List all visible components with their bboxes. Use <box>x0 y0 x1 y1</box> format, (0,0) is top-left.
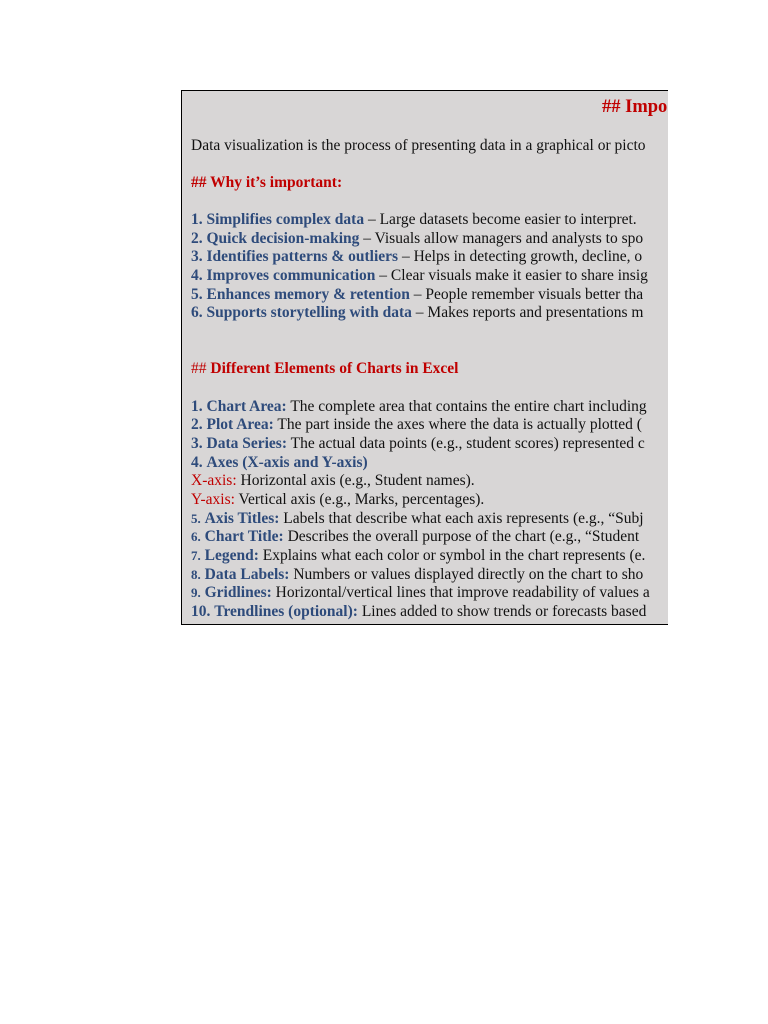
item-number: 7. <box>191 548 201 563</box>
item-term: Legend: <box>204 547 259 564</box>
item-number: 1. <box>191 211 203 228</box>
item-term: Improves communication <box>206 267 376 284</box>
why-item-6 <box>191 303 644 322</box>
item-desc: – People remember visuals better tha <box>409 286 644 303</box>
item-desc: Horizontal/vertical lines that improve readability of values a <box>271 584 650 601</box>
item-desc: Lines added to show trends or forecasts based <box>357 603 647 620</box>
item-term: Plot Area: <box>206 416 274 433</box>
element-item-8 <box>191 565 643 584</box>
item-term: Enhances memory & retention <box>206 286 410 303</box>
elements-heading <box>191 359 458 378</box>
element-item-1 <box>191 397 647 416</box>
why-item-4 <box>191 266 648 285</box>
element-item-9 <box>191 583 650 602</box>
why-heading: ## Why it’s important: <box>191 174 343 191</box>
why-item-2 <box>191 229 643 248</box>
element-item-4 <box>191 453 368 472</box>
xaxis-desc: Horizontal axis (e.g., Student names). <box>236 472 475 489</box>
heading-text: Different Elements of Charts in Excel <box>210 360 459 377</box>
item-number: 8. <box>191 567 201 582</box>
item-desc: The actual data points (e.g., student scores) represented c <box>287 435 645 452</box>
intro-paragraph: Data visualization is the process of presenting data in a graphical or picto <box>191 137 646 154</box>
item-term: Data Series: <box>206 435 287 452</box>
xaxis-line <box>191 471 475 490</box>
item-number: 6. <box>191 529 201 544</box>
yaxis-line <box>191 490 484 509</box>
item-number: 9. <box>191 585 201 600</box>
item-number: 4. <box>191 454 203 471</box>
heading-prefix: ## <box>191 360 207 377</box>
item-term: Supports storytelling with data <box>206 304 412 321</box>
document-panel <box>181 90 668 625</box>
item-number: 3. <box>191 435 203 452</box>
element-item-5 <box>191 509 644 528</box>
why-item-5 <box>191 285 643 304</box>
item-desc: The part inside the axes where the data is actually plotted ( <box>273 416 642 433</box>
item-desc: – Clear visuals make it easier to share insig <box>375 267 648 284</box>
item-desc: Describes the overall purpose of the chart (e.g., “Student <box>283 528 640 545</box>
why-item-3 <box>191 247 642 266</box>
element-item-2 <box>191 415 642 434</box>
item-number: 2. <box>191 230 203 247</box>
item-number: 1. <box>191 398 203 415</box>
item-number: 4. <box>191 267 203 284</box>
item-term: Identifies patterns & outliers <box>206 248 399 265</box>
element-item-10 <box>191 602 646 621</box>
item-number: 6. <box>191 304 203 321</box>
item-number: 5. <box>191 286 203 303</box>
item-term: Axis Titles: <box>204 510 280 527</box>
item-desc: Labels that describe what each axis represents (e.g., “Subj <box>279 510 644 527</box>
item-number: 2. <box>191 416 203 433</box>
item-desc: The complete area that contains the entire chart including <box>286 398 647 415</box>
item-number: 5. <box>191 511 201 526</box>
element-item-3 <box>191 434 645 453</box>
xaxis-label: X-axis: <box>191 472 237 489</box>
item-desc: – Visuals allow managers and analysts to spo <box>359 230 644 247</box>
item-term: Gridlines: <box>204 584 272 601</box>
element-item-7 <box>191 546 645 565</box>
why-item-1 <box>191 210 637 229</box>
item-desc: – Large datasets become easier to interpret. <box>364 211 637 228</box>
item-number: 10. <box>191 603 211 620</box>
item-term: Simplifies complex data <box>206 211 365 228</box>
yaxis-label: Y-axis: <box>191 491 235 508</box>
item-number: 3. <box>191 248 203 265</box>
yaxis-desc: Vertical axis (e.g., Marks, percentages). <box>234 491 485 508</box>
element-item-6 <box>191 527 639 546</box>
item-term: Chart Title: <box>204 528 284 545</box>
item-term: Quick decision-making <box>206 230 360 247</box>
item-desc: – Makes reports and presentations m <box>411 304 644 321</box>
page-title: ## Impo <box>602 97 668 117</box>
item-desc: Numbers or values displayed directly on the chart to sho <box>289 566 644 583</box>
item-desc: Explains what each color or symbol in the chart represents (e. <box>258 547 646 564</box>
item-term: Axes (X-axis and Y-axis) <box>206 454 368 471</box>
item-term: Data Labels: <box>204 566 290 583</box>
item-term: Chart Area: <box>206 398 287 415</box>
item-term: Trendlines (optional): <box>214 603 358 620</box>
item-desc: – Helps in detecting growth, decline, o <box>398 248 643 265</box>
